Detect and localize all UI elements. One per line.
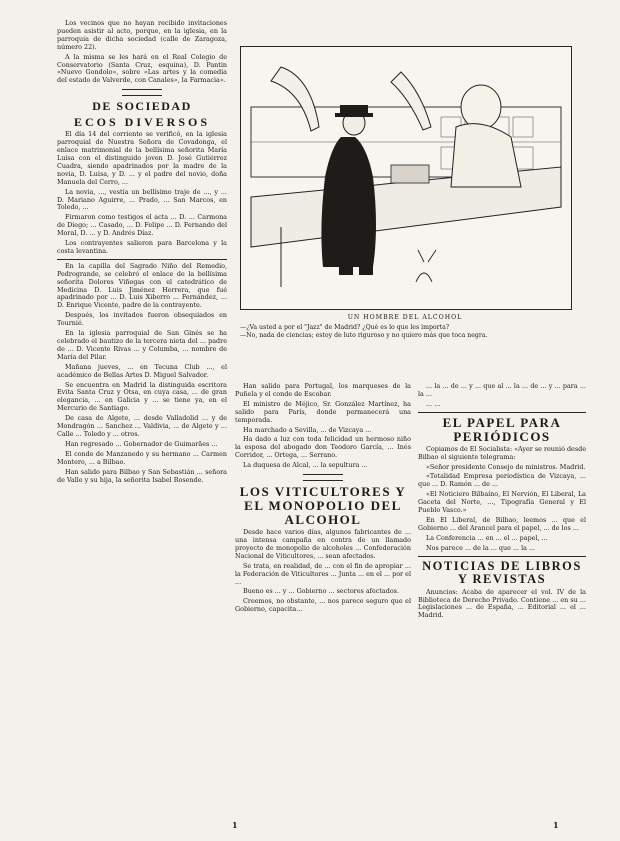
intro-paragraph-2: A la misma se les hará en el Real Colegio de Conservatorio (Santa Cruz, esquina), D. Pantin «Nuevo Gondolo», sobre «Las artes y la comedia del estado de Valverde, con Canales», la Farmacia».: [57, 52, 227, 85]
ecos-more-4: Mañana jueves, ... en Tecuna Club ..., el académico de Bellas Artes D. Miguel Salvador.: [57, 362, 227, 379]
ecos-paragraph-4: Los contrayentes salieron para Barcelona y la costa levantina.: [57, 239, 227, 255]
right-column: [418, 383, 586, 825]
papel-paragraph-1: Copiamos de El Socialista: «Ayer se reunió desde Bilbao el siguiente telegrama:: [418, 444, 586, 461]
papel-paragraph-7: Nos parece ... de la ... que ... la ...: [426, 543, 536, 552]
ecos-paragraph-3: Firmaron como testigos el acta ... D. ... Carmona de Diego; ... Casado, ... D. Felipe ... D. Fernando del Moral, D. ... y D. Andrés Díaz.: [57, 213, 227, 238]
ecos-more-8: El conde de Manzanedo y su hermano ... Carmen Montero, ... a Bilbao.: [57, 449, 227, 466]
divider: [418, 556, 586, 557]
ecos-more-6: De casa de Algete, ... desde Valladolid ... y de Mondragón ... Sanchez ... Valdivia, ... de Algete y ... Calle ... Toledo y ... otros.: [57, 414, 227, 438]
heading-viticultores: LOS VITICULTORES Y EL MONOPOLIO DEL ALCOHOL: [239, 484, 407, 528]
cartoon-illustration: [240, 46, 572, 310]
gramophone-box: [391, 165, 429, 183]
ecos-more-2: Después, los invitados fueron obsequiados en Tournié.: [57, 311, 227, 328]
divider: [57, 259, 227, 260]
ornamental-rule: [303, 474, 343, 481]
papel-paragraph-5: En El Liberal, de Bilbao, leemos ... que el Gobierno ... del Arancel para el papel, ... de los ...: [418, 515, 586, 532]
vit-paragraph-4: Creemos, no obstante, ... nos parece seguro que el Gobierno, capacita...: [235, 597, 411, 614]
ecos-more-1: En la capilla del Sagrado Niño del Remedio, Pedrogrande, se celebró el enlace de la bellísima señorita Dolores Viñegas con el catedrático de Medicina D. Luis Jiménez Herrera, que fué apadrinado por ... D. Luis Xiberro ... Fernández, ... D. Enrique Vicente, padre de la contrayente.: [57, 261, 227, 310]
papel-paragraph-3: «Totalidad Empresa periodística de Vizcaya, ... que ... D. Ramón ... de ...: [418, 472, 586, 489]
customer-shoe-right: [359, 267, 373, 275]
intro-paragraph-1: Los vecinos que no hayan recibido invitaciones pueden asistir al acto, porque, en la iglesia, en la parroquia de dicha sociedad (calle de Zaragoza, número 22).: [57, 20, 227, 51]
col2-paragraph-2: El ministro de Méjico, Sr. González Martínez, ha salido para París, donde permanecerá una temporada.: [235, 399, 411, 424]
col3-paragraph-1: ... la ... de ... y ... que al ... la ... de ... y ... para ... la ...: [418, 383, 586, 398]
heading-de-sociedad: DE SOCIEDAD: [92, 99, 192, 114]
cartoon-caption: [240, 314, 570, 340]
vit-paragraph-3: Bueno es ... y ... Gobierno ... sectores afectados.: [243, 587, 399, 596]
vit-paragraph-2: Se trata, en realidad, de ... con el fin de apropiar ... la Federación de Viticultores ... Junta ... en el ... por el ...: [235, 561, 411, 586]
ornamental-rule: [122, 89, 162, 96]
customer-coat: [321, 137, 376, 267]
papel-paragraph-4: «El Noticiero Bilbaíno, El Nervión, El Liberal, La Gaceta del Norte, ..., Tipografía General y El Pueblo Vasco.»: [418, 490, 586, 515]
heading-noticias-libros: NOTICIAS DE LIBROS Y REVISTAS: [422, 558, 582, 587]
page-number-right: 1: [553, 820, 559, 830]
heading-papel-periodicos: EL PAPEL PARA PERIÓDICOS: [442, 414, 562, 444]
col2-paragraph-3: Ha marchado a Sevilla, ... de Vizcaya ...: [243, 425, 372, 434]
ecos-paragraph-2: La novia, ..., vestía un bellísimo traje de ..., y ... D. Mariano Aguirre, ... Prado, ... San Marcos, en Toledo, ...: [57, 187, 227, 212]
col2-paragraph-4: Ha dado a luz con toda felicidad un hermoso niño la esposa del abogado don Teodoro García, ... Inés Corridor, ... Ortega, ... Serrano.: [235, 435, 411, 460]
ecos-more-9: Han salido para Bilbao y San Sebastián ... señora de Valle y su hija, la señorita Isabel Rosende.: [57, 467, 227, 484]
gramophone-horn-center: [391, 72, 431, 130]
col2-paragraph-5: La duquesa de Alcal, ... la sepultura ...: [243, 461, 368, 470]
heading-ecos-diversos: ECOS DIVERSOS: [73, 115, 211, 130]
shopkeeper-body: [451, 124, 521, 187]
customer-shoe-left: [339, 267, 353, 275]
divider: [418, 412, 586, 413]
noticias-paragraph-1: Anuncios: Acaba de aparecer el vol. IV de la Biblioteca de Derecho Privado. Contiene ... en su ... Legislaciones ... de España, ... Editorial ... el ... Madrid.: [418, 587, 586, 620]
papel-paragraph-6: La Conferencia ... en ... el ... papel, ...: [426, 533, 548, 542]
caption-line-2: —No, nada de ciencias; estoy de luto riguroso y no quiero más que toca negra.: [240, 332, 488, 339]
ecos-more-7: Han regresado ... Gobernador de Guimarães ...: [65, 439, 218, 448]
middle-column: [235, 383, 411, 825]
page-number-left: 1: [232, 820, 238, 830]
shopkeeper-head: [461, 85, 501, 129]
customer-hat-brim: [335, 113, 373, 117]
caption-line-1: —¿Va usted a por el "Jazz" de Madrid? ¿Qué es lo que les importa?: [240, 324, 450, 331]
col2-paragraph-1: Han salido para Portugal, los marqueses de la Puñela y el conde de Escobar.: [235, 383, 411, 398]
gramophone-horn-left: [271, 67, 319, 131]
ecos-more-3: En la iglesia parroquial de San Ginés se ha celebrado el bautizo de la tercera nieta del ... padre de ... D. Vicente Rivas ... y Columba, ... nombre de María del Pilar.: [57, 329, 227, 361]
small-dog: [416, 250, 436, 282]
col3-paragraph-2: ... ...: [426, 399, 441, 408]
vit-paragraph-1: Desde hace varios días, algunos fabricantes de ... una intensa campaña en contra de un llamado proyecto de monopolio de alcoholes ... Confederación Nacional de Viticultores, ... sean afectados.: [235, 528, 411, 560]
cartoon-title: UN HOMBRE DEL ALCOHOL: [347, 314, 463, 321]
papel-paragraph-2: «Señor presidente Consejo de ministros. Madrid.: [426, 462, 586, 471]
cartoon-drawing: [241, 47, 571, 309]
ecos-more-5: Se encuentra en Madrid la distinguida escritora Evita Santa Cruz y Otsa, en cuya casa, ... de gran elegancia, ... en Galicia y ... se tiene ya, en el Mercurio de Santiago.: [57, 380, 227, 413]
ecos-paragraph-1: El día 14 del corriente se verificó, en la iglesia parroquial de Nuestra Señora de Covadonga, el enlace matrimonial de la bellísima señorita María Luisa con el distinguido joven D. José Gutiérrez Cuadra, siendo apadrinados por la madre de la novia, D. Luisa, y D. ... y el padre del novio, doña Manuela del Cerro, ...: [57, 130, 227, 186]
left-column: [57, 20, 227, 825]
